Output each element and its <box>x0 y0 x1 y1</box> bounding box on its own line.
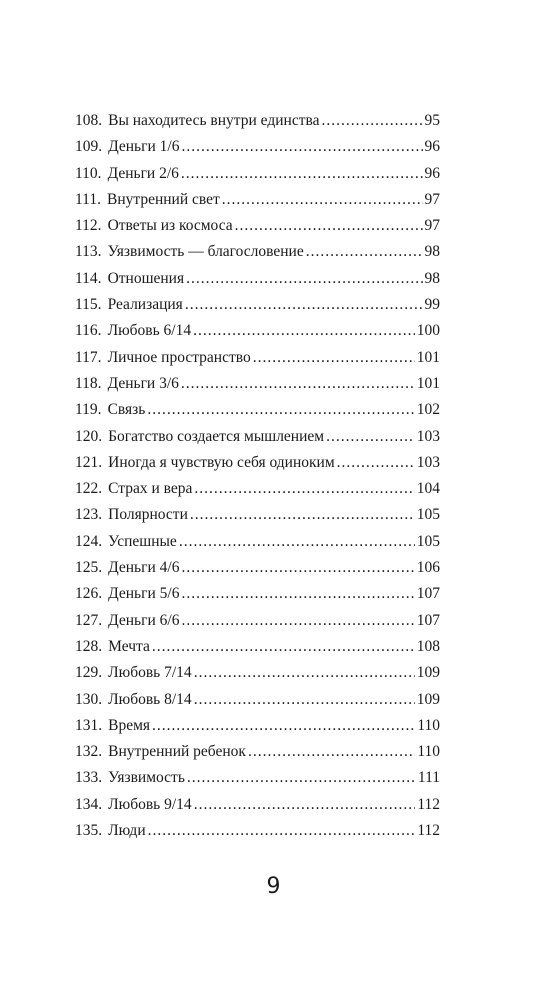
toc-entry-page: 98 <box>424 269 440 287</box>
dot-leader <box>181 161 423 187</box>
toc-entry <box>75 660 440 686</box>
toc-entry-title: Деньги 1/6 <box>108 138 180 156</box>
toc-entry-title: Личное пространство <box>107 348 251 366</box>
toc-entry-title: Внутренний ребенок <box>108 743 246 761</box>
toc-entry <box>75 634 440 660</box>
toc-entry <box>75 687 440 713</box>
toc-entry <box>75 555 440 581</box>
toc-entry-page: 101 <box>416 374 440 392</box>
dot-leader <box>190 502 415 528</box>
toc-entry-page: 108 <box>416 637 440 655</box>
toc-entry-title: Связь <box>107 401 146 419</box>
toc-entry-number: 121. <box>75 453 103 471</box>
toc-entry <box>75 424 440 450</box>
toc-entry <box>75 713 440 739</box>
toc-entry-number: 115. <box>75 296 102 314</box>
toc-entry <box>75 292 440 318</box>
toc-entry-page: 103 <box>416 453 440 471</box>
toc-entry-title: Уязвимость — благословение <box>107 243 304 261</box>
toc-entry-page: 104 <box>416 480 440 498</box>
toc-entry-number: 123. <box>75 506 103 524</box>
toc-entry-number: 131. <box>75 716 103 734</box>
toc-entry-number: 118. <box>75 374 102 392</box>
toc-entry-page: 103 <box>416 427 440 445</box>
toc-entry <box>75 266 440 292</box>
toc-entry-page: 107 <box>416 585 440 603</box>
toc-entry-page: 100 <box>416 322 440 340</box>
toc-entry-page: 99 <box>424 296 440 314</box>
toc-entry <box>75 187 440 213</box>
dot-leader <box>181 555 414 581</box>
toc-entry-title: Мечта <box>108 637 150 655</box>
toc-entry-title: Внутренний свет <box>106 190 220 208</box>
toc-entry-title: Уязвимость <box>108 769 185 787</box>
toc-entry-page: 97 <box>424 190 440 208</box>
toc-entry-title: Время <box>108 716 151 734</box>
dot-leader <box>326 424 415 450</box>
toc-entry-number: 127. <box>75 611 103 629</box>
toc-entry <box>75 108 440 134</box>
toc-entry-number: 112. <box>75 217 102 235</box>
toc-entry-number: 109. <box>75 138 103 156</box>
toc-entry-title: Отношения <box>107 269 185 287</box>
toc-entry-title: Вы находитесь внутри единства <box>108 112 320 129</box>
dot-leader <box>179 529 415 555</box>
dot-leader <box>222 187 423 213</box>
toc-entry-page: 107 <box>416 611 440 629</box>
toc-entry <box>75 161 440 187</box>
dot-leader <box>181 608 414 634</box>
toc-entry-page: 98 <box>424 243 440 261</box>
toc-entry <box>75 502 440 528</box>
toc-entry <box>75 371 440 397</box>
dot-leader <box>152 634 415 660</box>
toc-entry-page: 111 <box>417 769 440 787</box>
toc-entry-title: Успешные <box>108 532 177 550</box>
toc-entry-number: 108. <box>75 112 103 129</box>
toc-entry-page: 109 <box>416 690 440 708</box>
toc-entry <box>75 318 440 344</box>
dot-leader <box>248 739 415 765</box>
toc-entry-title: Реализация <box>107 296 183 314</box>
dot-leader <box>194 660 415 686</box>
toc-entry-number: 128. <box>75 637 103 655</box>
toc-entry-number: 134. <box>75 795 103 813</box>
toc-entry-page: 110 <box>417 743 440 761</box>
toc-entry-number: 116. <box>75 322 102 340</box>
dot-leader <box>194 476 414 502</box>
toc-entry-number: 124. <box>75 532 103 550</box>
toc-entry-number: 114. <box>75 269 102 287</box>
toc-entry-page: 112 <box>417 822 440 840</box>
dot-leader <box>321 108 422 134</box>
dot-leader <box>181 371 415 397</box>
dot-leader <box>337 450 415 476</box>
toc-entry-title: Деньги 4/6 <box>108 559 180 577</box>
toc-entry-title: Любовь 9/14 <box>108 795 192 813</box>
toc-entry-title: Деньги 6/6 <box>108 611 180 629</box>
toc-entry-title: Полярности <box>108 506 188 524</box>
toc-entry <box>75 450 440 476</box>
toc-entry-page: 109 <box>416 664 440 682</box>
toc-entry <box>75 765 440 791</box>
toc-entry-number: 129. <box>75 664 103 682</box>
toc-entry-page: 102 <box>416 401 440 419</box>
dot-leader <box>181 134 422 160</box>
dot-leader <box>148 818 416 844</box>
toc-entry-number: 130. <box>75 690 103 708</box>
toc-entry-title: Деньги 2/6 <box>107 164 179 182</box>
toc-entry-page: 106 <box>416 559 440 577</box>
toc-entry-title: Иногда я чувствую себя одиноким <box>108 453 335 471</box>
toc-entry <box>75 581 440 607</box>
dot-leader <box>147 397 414 423</box>
dot-leader <box>253 345 415 371</box>
toc-entry-page: 101 <box>416 348 440 366</box>
dot-leader <box>186 266 422 292</box>
toc-entry <box>75 608 440 634</box>
toc-entry-number: 135. <box>75 822 103 840</box>
toc-entry <box>75 818 440 844</box>
toc-entry-number: 111. <box>75 190 101 208</box>
dot-leader <box>187 765 416 791</box>
dot-leader <box>185 292 423 318</box>
toc-entry-title: Любовь 6/14 <box>107 322 192 340</box>
toc-entry-page: 97 <box>424 217 440 235</box>
toc-entry <box>75 529 440 555</box>
dot-leader <box>306 239 423 265</box>
toc-entry-page: 105 <box>416 532 440 550</box>
toc-entry <box>75 213 440 239</box>
toc-entry <box>75 739 440 765</box>
toc-entry-page: 95 <box>424 112 440 129</box>
toc-entry-number: 122. <box>75 480 103 498</box>
toc-entry-number: 133. <box>75 769 103 787</box>
toc-entry-number: 125. <box>75 559 103 577</box>
toc-entry-page: 110 <box>417 716 440 734</box>
toc-entry-page: 96 <box>424 164 440 182</box>
toc-entry-page: 96 <box>424 138 440 156</box>
toc-entry-title: Деньги 3/6 <box>107 374 179 392</box>
dot-leader <box>193 318 415 344</box>
toc-entry <box>75 134 440 160</box>
toc-entry <box>75 397 440 423</box>
toc-entry-number: 132. <box>75 743 103 761</box>
dot-leader <box>194 792 416 818</box>
table-of-contents <box>75 108 440 844</box>
toc-entry-number: 117. <box>75 348 102 366</box>
toc-entry-number: 113. <box>75 243 102 261</box>
toc-entry <box>75 239 440 265</box>
toc-entry-number: 126. <box>75 585 103 603</box>
toc-entry <box>75 476 440 502</box>
toc-entry-title: Любовь 8/14 <box>108 690 192 708</box>
dot-leader <box>235 213 423 239</box>
toc-entry-number: 120. <box>75 427 103 445</box>
toc-entry-number: 119. <box>75 401 102 419</box>
toc-entry-title: Ответы из космоса <box>107 217 233 235</box>
page-number: 9 <box>266 874 281 899</box>
toc-entry-title: Страх и вера <box>108 480 193 498</box>
toc-entry <box>75 792 440 818</box>
toc-entry-title: Люди <box>108 822 146 840</box>
dot-leader <box>152 713 415 739</box>
toc-entry-page: 105 <box>416 506 440 524</box>
toc-entry-title: Деньги 5/6 <box>108 585 180 603</box>
toc-entry-page: 112 <box>417 795 440 813</box>
toc-entry-number: 110. <box>75 164 102 182</box>
toc-entry-title: Богатство создается мышлением <box>108 427 325 445</box>
toc-entry-title: Любовь 7/14 <box>108 664 192 682</box>
dot-leader <box>181 581 414 607</box>
dot-leader <box>194 687 415 713</box>
toc-entry <box>75 345 440 371</box>
